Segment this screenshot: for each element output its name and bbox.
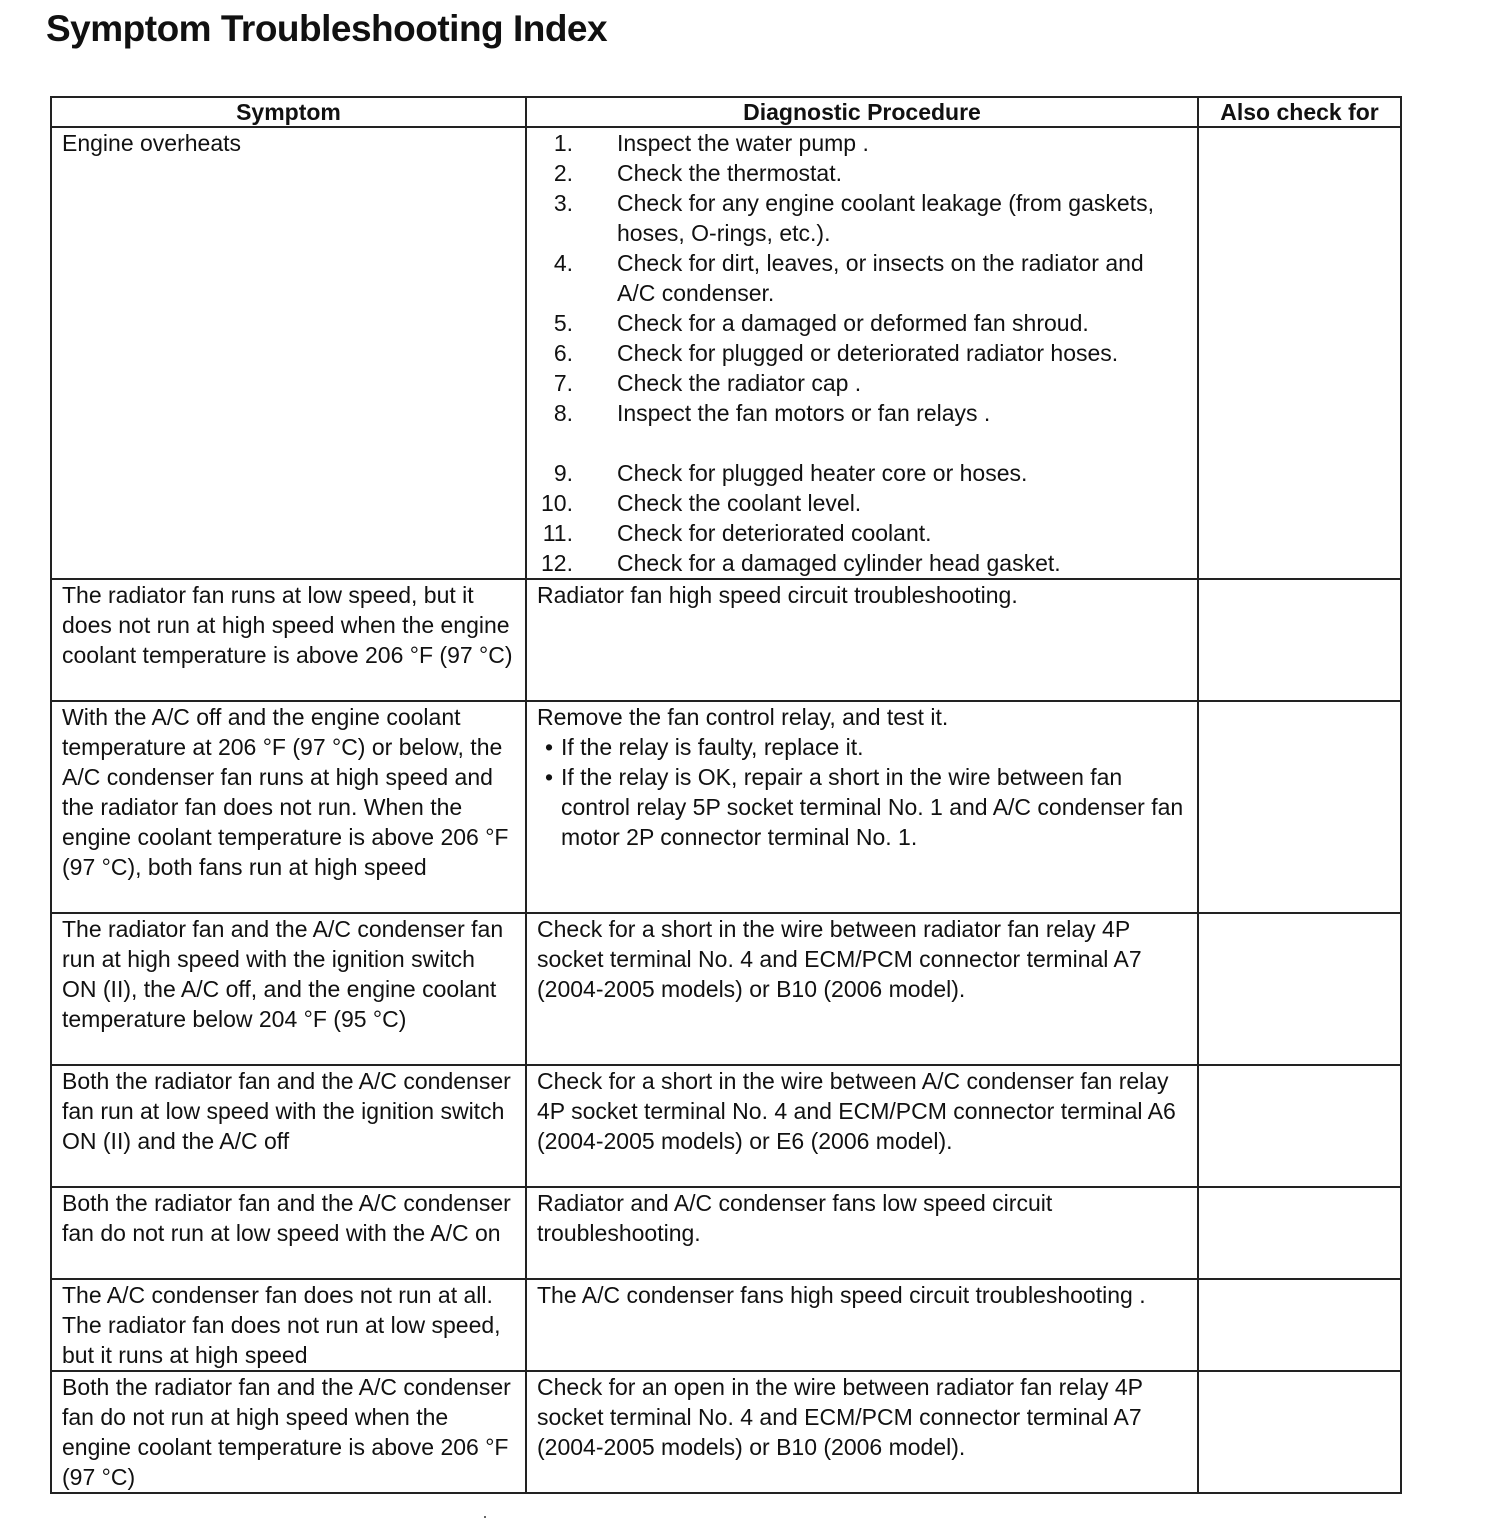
header-row: [51, 97, 1401, 127]
bullet-text: If the relay is faulty, replace it.: [561, 734, 864, 760]
step-number: 6.: [553, 340, 573, 366]
bullet-text: If the relay is OK, repair a short in the wire between fan control relay 5P socket terminal No. 1 and A/C condenser fan motor 2P connector terminal No. 1.: [561, 764, 1184, 850]
also-check-cell: [1198, 579, 1401, 701]
step-text: Check for a damaged cylinder head gasket.: [617, 550, 1061, 576]
table-row: [51, 1065, 1401, 1187]
symptom-cell: The A/C condenser fan does not run at all. The radiator fan does not run at low speed, but it runs at high speed: [51, 1279, 526, 1371]
also-check-cell: [1198, 127, 1401, 579]
step-item: [537, 488, 1187, 518]
symptom-cell: Engine overheats: [51, 127, 526, 579]
symptom-cell: The radiator fan runs at low speed, but it does not run at high speed when the engine coolant temperature is above 206 °F (97 °C): [51, 579, 526, 701]
step-number: 10.: [541, 490, 573, 516]
header-diagnostic-procedure: Diagnostic Procedure: [526, 97, 1198, 127]
table-row: [51, 913, 1401, 1065]
symptom-cell: Both the radiator fan and the A/C condenser fan do not run at high speed when the engine coolant temperature is above 206 °F (97 °C): [51, 1371, 526, 1493]
step-item: [537, 158, 1187, 188]
procedure-cell: The A/C condenser fans high speed circuit troubleshooting .: [526, 1279, 1198, 1371]
step-item: [537, 188, 1187, 248]
bullet-item: [537, 762, 1187, 852]
procedure-cell: Check for a short in the wire between A/C condenser fan relay 4P socket terminal No. 4 and ECM/PCM connector terminal A6 (2004-2005 models) or E6 (2006 model).: [526, 1065, 1198, 1187]
step-item: [537, 368, 1187, 398]
bullet-item: [537, 732, 1187, 762]
page-title: Symptom Troubleshooting Index: [46, 8, 608, 49]
step-text: Check for plugged or deteriorated radiator hoses.: [617, 340, 1119, 366]
step-number: 2.: [553, 160, 573, 186]
step-number: 8.: [553, 400, 573, 426]
step-text: Check for plugged heater core or hoses.: [617, 460, 1028, 486]
procedure-cell: [526, 701, 1198, 913]
procedure-cell: [526, 127, 1198, 579]
also-check-cell: [1198, 1187, 1401, 1279]
procedure-steps: [537, 128, 1187, 578]
step-item: [537, 128, 1187, 158]
step-text: Check the coolant level.: [617, 490, 862, 516]
step-number: 12.: [541, 550, 573, 576]
step-text: Check for dirt, leaves, or insects on the radiator and A/C condenser.: [617, 250, 1144, 306]
table-row: [51, 127, 1401, 579]
bullet-icon: •: [544, 734, 554, 760]
bullet-icon: •: [544, 764, 554, 790]
step-text: Check for any engine coolant leakage (from gaskets, hoses, O-rings, etc.).: [617, 190, 1154, 246]
step-number: 5.: [553, 310, 573, 336]
step-number: 11.: [542, 520, 573, 546]
header-also-check-for: Also check for: [1198, 97, 1401, 127]
step-item: [537, 518, 1187, 548]
procedure-bullets: [537, 732, 1187, 852]
step-number: 7.: [553, 370, 573, 396]
step-number: 3.: [553, 190, 573, 216]
step-item: [537, 248, 1187, 308]
troubleshooting-table: [50, 96, 1402, 1494]
also-check-cell: [1198, 1065, 1401, 1187]
step-item: [537, 398, 1187, 428]
table-row: [51, 1371, 1401, 1493]
step-number: 1.: [553, 130, 573, 156]
symptom-cell: With the A/C off and the engine coolant temperature at 206 °F (97 °C) or below, the A/C condenser fan runs at high speed and the radiator fan does not run. When the engine coolant temperature is above 206 °F (97 °C), both fans run at high speed: [51, 701, 526, 913]
table-row: [51, 1187, 1401, 1279]
step-text: Inspect the water pump .: [617, 130, 869, 156]
symptom-cell: Both the radiator fan and the A/C condenser fan do not run at low speed with the A/C on: [51, 1187, 526, 1279]
procedure-cell: Check for a short in the wire between radiator fan relay 4P socket terminal No. 4 and ECM/PCM connector terminal A7 (2004-2005 models) or B10 (2006 model).: [526, 913, 1198, 1065]
step-text: Check for a damaged or deformed fan shroud.: [617, 310, 1089, 336]
procedure-cell: Radiator fan high speed circuit troubleshooting.: [526, 579, 1198, 701]
symptom-cell: The radiator fan and the A/C condenser fan run at high speed with the ignition switch ON (II), the A/C off, and the engine coolant temperature below 204 °F (95 °C): [51, 913, 526, 1065]
procedure-cell: Check for an open in the wire between radiator fan relay 4P socket terminal No. 4 and ECM/PCM connector terminal A7 (2004-2005 models) or B10 (2006 model).: [526, 1371, 1198, 1493]
step-item: [537, 338, 1187, 368]
step-text: Check the thermostat.: [617, 160, 842, 186]
also-check-cell: [1198, 701, 1401, 913]
step-text: Check for deteriorated coolant.: [617, 520, 932, 546]
procedure-text: Remove the fan control relay, and test it.: [537, 704, 949, 730]
step-item: [537, 548, 1187, 578]
symptom-cell: Both the radiator fan and the A/C condenser fan run at low speed with the ignition switch ON (II) and the A/C off: [51, 1065, 526, 1187]
step-number: 4.: [553, 250, 573, 276]
procedure-cell: Radiator and A/C condenser fans low speed circuit troubleshooting.: [526, 1187, 1198, 1279]
also-check-cell: [1198, 1279, 1401, 1371]
step-item: [537, 458, 1187, 488]
also-check-cell: [1198, 1371, 1401, 1493]
table-row: [51, 579, 1401, 701]
table-row: [51, 1279, 1401, 1371]
header-symptom: Symptom: [51, 97, 526, 127]
step-text: Inspect the fan motors or fan relays .: [617, 400, 991, 426]
step-number: 9.: [553, 460, 573, 486]
step-text: Check the radiator cap .: [617, 370, 862, 396]
table-row: [51, 701, 1401, 913]
step-item: [537, 308, 1187, 338]
scan-speck: [484, 1516, 486, 1518]
also-check-cell: [1198, 913, 1401, 1065]
